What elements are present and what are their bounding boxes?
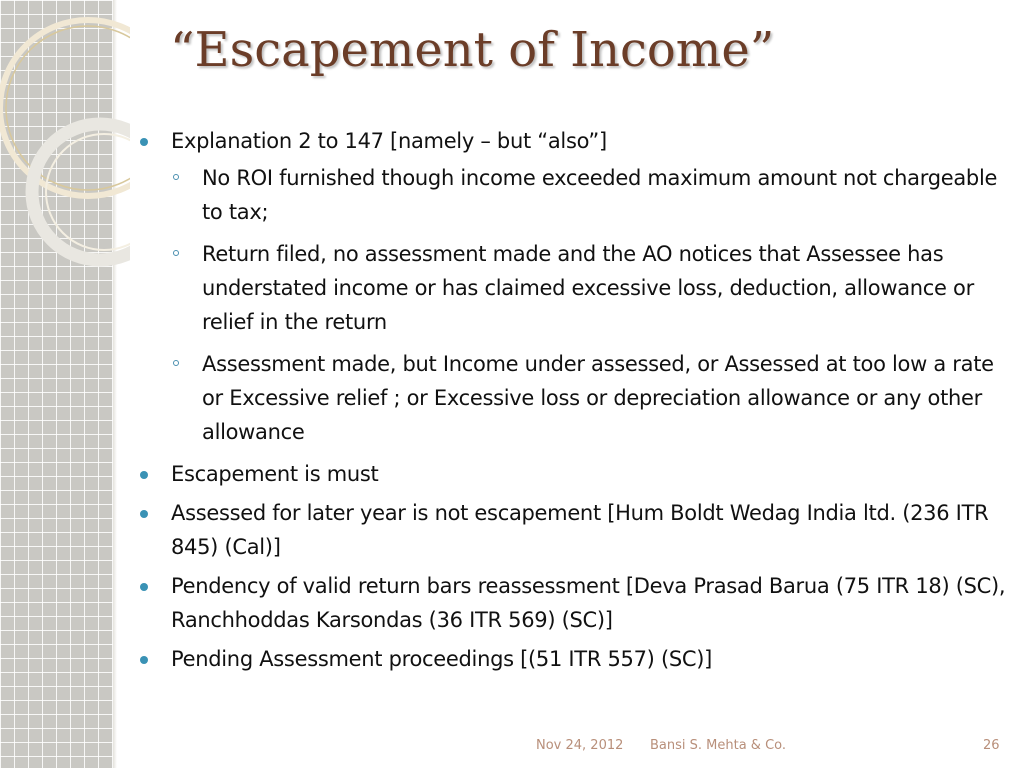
sub-bullet-circle	[173, 174, 179, 180]
bullet-item	[138, 457, 1008, 491]
bullet-dot	[140, 656, 148, 664]
bullet-text: Escapement is must	[171, 462, 379, 486]
decorative-circles	[0, 0, 130, 300]
slide-title: “Escapement of Income”	[170, 22, 775, 78]
bullet-item	[138, 642, 1008, 676]
footer-organization: Bansi S. Mehta & Co.	[650, 738, 787, 753]
slide-content	[138, 124, 1008, 681]
sub-bullet-circle	[173, 250, 179, 256]
sub-bullet-text: Assessment made, but Income under assessed, or Assessed at too low a rate or Excessive relief ; or Excessive loss or depreciation allowance or any other allowance	[202, 352, 994, 444]
bullet-text: Pending Assessment proceedings [(51 ITR 557) (SC)]	[171, 647, 713, 671]
bullet-item	[138, 496, 1008, 564]
bullet-text: Assessed for later year is not escapement [Hum Boldt Wedag India ltd. (236 ITR 845) (Cal)]	[171, 501, 989, 559]
bullet-text: Pendency of valid return bars reassessment [Deva Prasad Barua (75 ITR 18) (SC), Ranchhoddas Karsondas (36 ITR 569) (SC)]	[171, 574, 1006, 632]
sub-bullet-item	[138, 237, 1008, 339]
sub-bullet-text: No ROI furnished though income exceeded maximum amount not chargeable to tax;	[202, 166, 998, 224]
sub-bullet-item	[138, 347, 1008, 449]
footer-page-number: 26	[983, 738, 1000, 753]
bullet-text: Explanation 2 to 147 [namely – but “also”]	[171, 129, 607, 153]
sub-bullet-circle	[173, 360, 179, 366]
bullet-dot	[140, 510, 148, 518]
sub-bullet-item	[138, 161, 1008, 229]
bullet-dot	[140, 138, 148, 146]
decorative-ring-large	[0, 20, 130, 196]
bullet-dot	[140, 583, 148, 591]
bullet-item	[138, 124, 1008, 158]
bullet-item	[138, 569, 1008, 637]
bullet-dot	[140, 471, 148, 479]
footer-date: Nov 24, 2012	[536, 738, 624, 753]
sub-bullet-text: Return filed, no assessment made and the AO notices that Assessee has understated income or has claimed excessive loss, deduction, allowance or relief in the return	[202, 242, 974, 334]
